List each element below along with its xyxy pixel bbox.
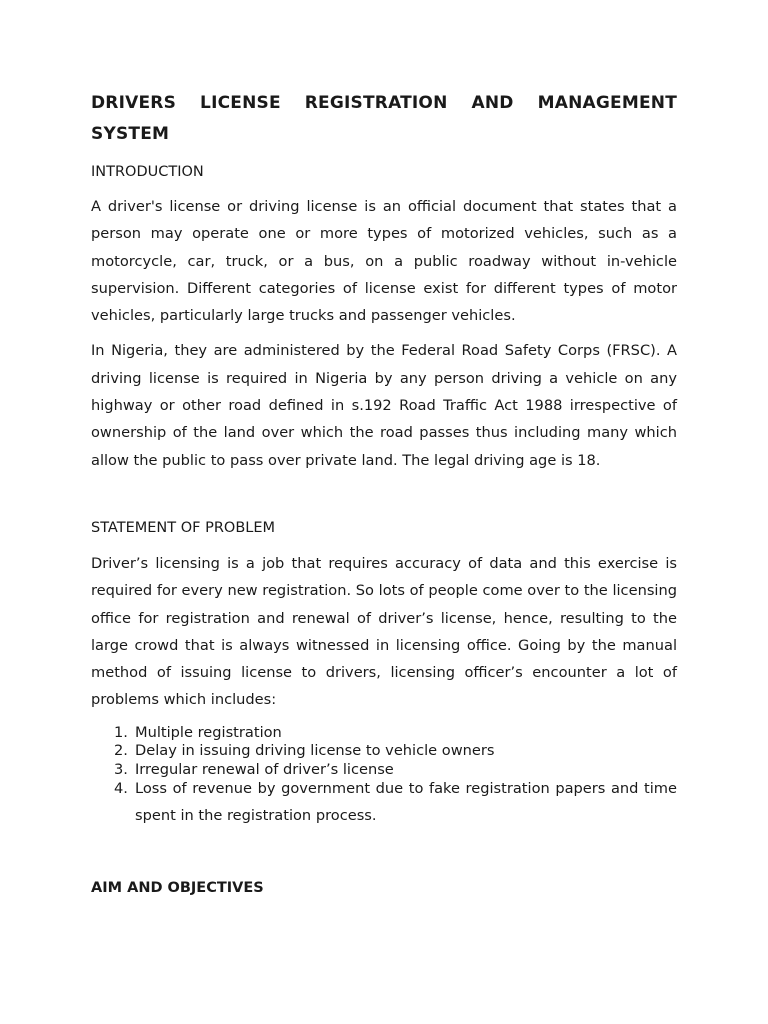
list-item-text: Delay in issuing driving license to vehicle owners: [135, 742, 495, 760]
list-item: [91, 742, 677, 760]
introduction-heading: INTRODUCTION: [91, 164, 204, 180]
list-item-number: 2.: [114, 742, 128, 760]
list-item: [91, 724, 677, 742]
list-item-number: 1.: [114, 723, 128, 741]
introduction-paragraph-2: In Nigeria, they are administered by the Federal Road Safety Corps (FRSC). A driving license is required in Nigeria by any person driving a vehicle on any highway or other road defined in s.192 Road Traffic Act 1988 irrespective of ownership of the land over which the road passes thus including many which allow the public to pass over private land. The legal driving age is 18.: [91, 342, 677, 469]
problem-list: [91, 724, 677, 830]
introduction-paragraph-1: A driver's license or driving license is an official document that states that a person may operate one or more types of motorized vehicles, such as a motorcycle, car, truck, or a bus, on a public roadway without in-vehicle supervision. Different categories of license exist for different types of motor vehicles, particularly large trucks and passenger vehicles.: [91, 198, 677, 325]
list-item-number: 3.: [114, 760, 128, 778]
aims-heading: AIM AND OBJECTIVES: [91, 879, 264, 896]
list-item-number: 4.: [114, 779, 128, 797]
list-item-text: Multiple registration: [135, 723, 282, 741]
list-item-text: Irregular renewal of driver’s license: [135, 760, 394, 778]
list-item-text: Loss of revenue by government due to fake registration papers and time spent in the registration process.: [135, 779, 677, 825]
problem-paragraph: Driver’s licensing is a job that requires accuracy of data and this exercise is required for every new registration. So lots of people come over to the licensing office for registration and renewal of driver’s license, hence, resulting to the large crowd that is always witnessed in licensing office. Going by the manual method of issuing license to drivers, licensing officer’s encounter a lot of problems which includes:: [91, 554, 677, 709]
list-item: [91, 775, 677, 830]
document-title: DRIVERS LICENSE REGISTRATION AND MANAGEMENT SYSTEM: [91, 93, 677, 144]
problem-heading: STATEMENT OF PROBLEM: [91, 519, 276, 536]
document-page: [91, 88, 677, 898]
